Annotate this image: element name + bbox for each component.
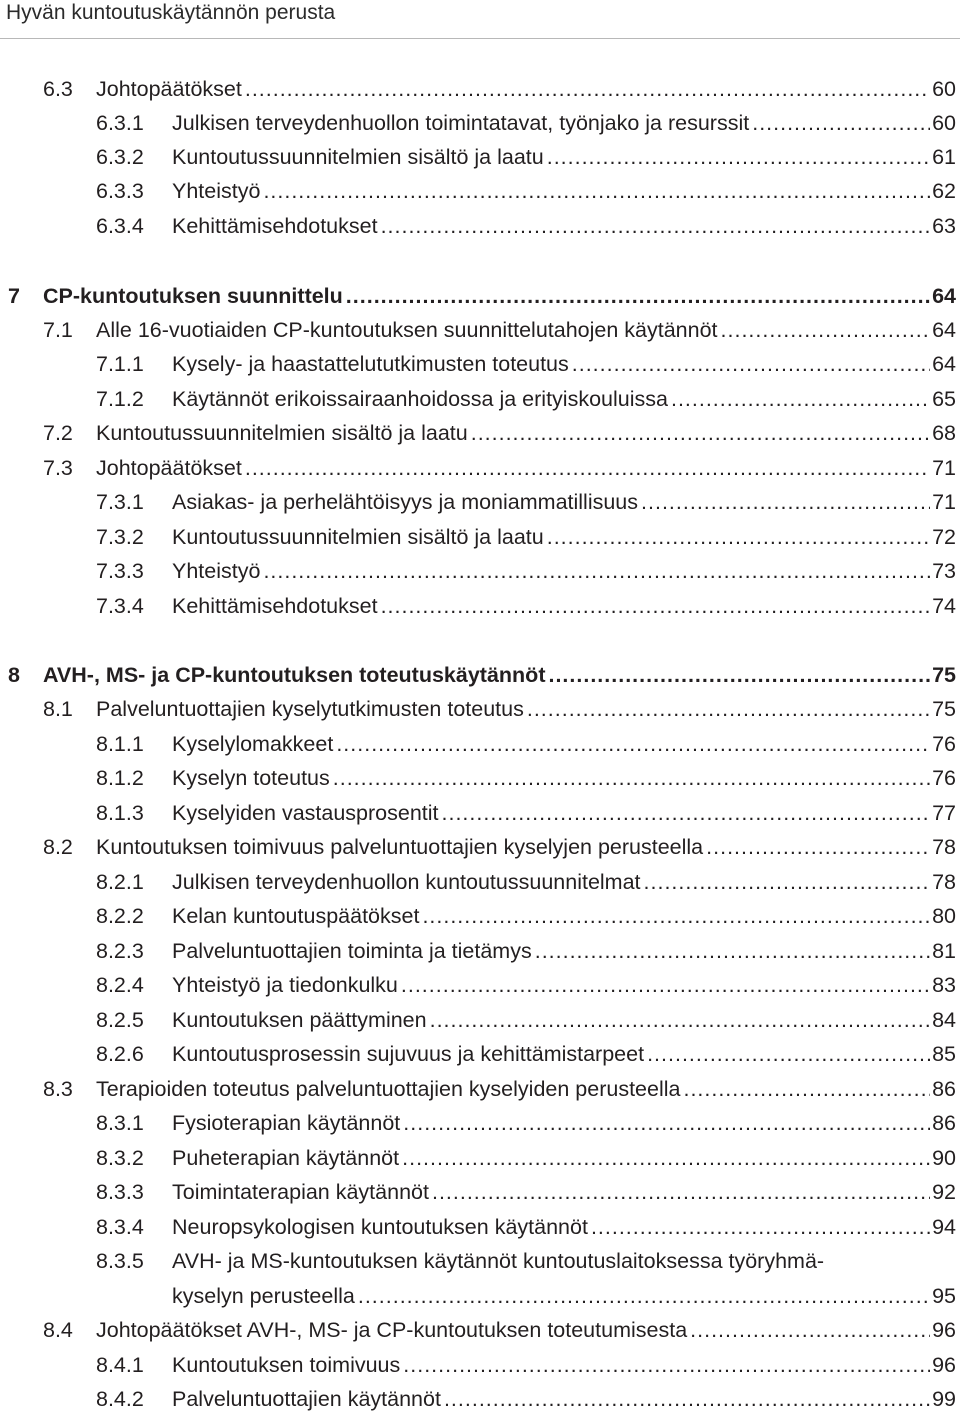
toc-entry-number: 8.1 xyxy=(43,697,73,721)
toc-entry-number: 8.2 xyxy=(43,835,73,859)
toc-entry[interactable] xyxy=(0,901,956,931)
toc-entry[interactable] xyxy=(0,1074,956,1104)
toc-entry[interactable] xyxy=(0,591,956,621)
toc-entry-number: 7.3.1 xyxy=(96,490,144,514)
toc-entry-title: Puheterapian käytännöt xyxy=(172,1146,400,1170)
toc-entry-number: 8.2.5 xyxy=(96,1008,144,1032)
dot-leader xyxy=(683,1074,930,1104)
toc-entry-number: 7.3.2 xyxy=(96,525,144,549)
toc-entry-title: CP-kuntoutuksen suunnittelu xyxy=(43,284,343,308)
toc-entry-page-number: 75 xyxy=(932,663,956,687)
dot-leader xyxy=(547,522,930,552)
toc-entry-page-number: 63 xyxy=(932,214,956,238)
toc-entry[interactable] xyxy=(0,798,956,828)
dot-leader xyxy=(641,487,930,517)
dot-leader xyxy=(671,384,930,414)
toc-entry-number: 8.4 xyxy=(43,1318,73,1342)
toc-entry-number: 8.2.3 xyxy=(96,939,144,963)
toc-entry-page-number: 77 xyxy=(932,801,956,825)
toc-entry-page-number: 60 xyxy=(932,77,956,101)
toc-entry[interactable] xyxy=(0,281,956,311)
toc-entry[interactable] xyxy=(0,1281,956,1311)
toc-entry[interactable] xyxy=(0,315,956,345)
toc-entry[interactable] xyxy=(0,1143,956,1173)
toc-entry-title: Kuntoutussuunnitelmien sisältö ja laatu xyxy=(172,145,544,169)
toc-entry[interactable] xyxy=(0,660,956,690)
toc-entry-title: Johtopäätökset xyxy=(96,77,242,101)
dot-leader xyxy=(358,1281,930,1311)
toc-entry-title: Toimintaterapian käytännöt xyxy=(172,1180,429,1204)
toc-entry-title: Kyselylomakkeet xyxy=(172,732,334,756)
toc-entry-page-number: 94 xyxy=(932,1215,956,1239)
toc-entry[interactable] xyxy=(0,729,956,759)
dot-leader xyxy=(381,211,931,241)
dot-leader xyxy=(263,556,930,586)
toc-entry-title: Asiakas- ja perhelähtöisyys ja moniammatillisuus xyxy=(172,490,639,514)
dot-leader xyxy=(403,1108,930,1138)
dot-leader xyxy=(644,867,931,897)
dot-leader xyxy=(706,832,930,862)
dot-leader xyxy=(442,798,931,828)
dot-leader xyxy=(346,281,930,311)
toc-entry-number: 6.3.1 xyxy=(96,111,144,135)
toc-entry-page-number: 83 xyxy=(932,973,956,997)
toc-entry-title: Kuntoutuksen toimivuus xyxy=(172,1353,401,1377)
toc-entry[interactable] xyxy=(0,1039,956,1069)
toc-entry-number: 8.3.5 xyxy=(96,1249,144,1273)
toc-entry[interactable] xyxy=(0,349,956,379)
dot-leader xyxy=(547,142,930,172)
toc-entry-title: Alle 16-vuotiaiden CP-kuntoutuksen suunnittelutahojen käytännöt xyxy=(96,318,718,342)
toc-entry-page-number: 86 xyxy=(932,1111,956,1135)
toc-entry[interactable] xyxy=(0,487,956,517)
dot-leader xyxy=(535,936,930,966)
toc-entry-title: Kysely- ja haastattelututkimusten toteutus xyxy=(172,352,569,376)
toc-entry-number: 8.2.2 xyxy=(96,904,144,928)
toc-entry[interactable] xyxy=(0,1246,956,1276)
toc-entry-number: 7.2 xyxy=(43,421,73,445)
dot-leader xyxy=(444,1384,930,1414)
dot-leader xyxy=(721,315,931,345)
toc-entry-title: Kyselyn toteutus xyxy=(172,766,330,790)
toc-entry[interactable] xyxy=(0,522,956,552)
toc-entry-title: Fysioterapian käytännöt xyxy=(172,1111,401,1135)
toc-entry-page-number: 71 xyxy=(932,456,956,480)
toc-entry-title: Julkisen terveydenhuollon toimintatavat, työnjako ja resurssit xyxy=(172,111,750,135)
toc-entry[interactable] xyxy=(0,384,956,414)
toc-entry[interactable] xyxy=(0,1350,956,1380)
dot-leader xyxy=(548,660,930,690)
toc-entry-number: 8.3.4 xyxy=(96,1215,144,1239)
toc-entry-title: Palveluntuottajien toiminta ja tietämys xyxy=(172,939,532,963)
dot-leader xyxy=(422,901,930,931)
toc-entry[interactable] xyxy=(0,1108,956,1138)
toc-entry[interactable] xyxy=(0,970,956,1000)
toc-entry-page-number: 76 xyxy=(932,732,956,756)
toc-entry-title: Julkisen terveydenhuollon kuntoutussuunnitelmat xyxy=(172,870,641,894)
toc-entry-page-number: 99 xyxy=(932,1387,956,1411)
toc-entry-number: 7.1.1 xyxy=(96,352,144,376)
toc-entry[interactable] xyxy=(0,74,956,104)
toc-entry-number: 8.1.3 xyxy=(96,801,144,825)
dot-leader xyxy=(690,1315,930,1345)
toc-entry-number: 8.4.1 xyxy=(96,1353,144,1377)
toc-entry[interactable] xyxy=(0,418,956,448)
dot-leader xyxy=(572,349,930,379)
toc-entry-page-number: 96 xyxy=(932,1353,956,1377)
toc-entry-page-number: 65 xyxy=(932,387,956,411)
toc-entry-title: Kuntoutuksen päättyminen xyxy=(172,1008,427,1032)
toc-entry-page-number: 96 xyxy=(932,1318,956,1342)
dot-leader xyxy=(401,970,930,1000)
dot-leader xyxy=(432,1177,930,1207)
toc-entry[interactable] xyxy=(0,763,956,793)
dot-leader xyxy=(245,74,930,104)
toc-entry[interactable] xyxy=(0,867,956,897)
toc-entry-number: 8.2.1 xyxy=(96,870,144,894)
toc-entry-number: 6.3.3 xyxy=(96,179,144,203)
toc-entry-page-number: 85 xyxy=(932,1042,956,1066)
dot-leader xyxy=(403,1350,930,1380)
running-head: Hyvän kuntoutuskäytännön perusta xyxy=(6,1,336,24)
toc-entry-number: 7.3 xyxy=(43,456,73,480)
toc-entry[interactable] xyxy=(0,1005,956,1035)
toc-entry-title: Kehittämisehdotukset xyxy=(172,594,378,618)
dot-leader xyxy=(333,763,930,793)
toc-entry[interactable] xyxy=(0,453,956,483)
toc-entry-page-number: 92 xyxy=(932,1180,956,1204)
toc-entry-number: 7.1 xyxy=(43,318,73,342)
toc-entry-number: 7 xyxy=(8,284,20,308)
toc-entry-number: 7.3.4 xyxy=(96,594,144,618)
toc-entry-number: 8.3.1 xyxy=(96,1111,144,1135)
toc-entry[interactable] xyxy=(0,176,956,206)
toc-entry-page-number: 95 xyxy=(932,1284,956,1308)
toc-entry-title: Kelan kuntoutuspäätökset xyxy=(172,904,420,928)
toc-entry[interactable] xyxy=(0,108,956,138)
toc-entry-page-number: 81 xyxy=(932,939,956,963)
dot-leader xyxy=(402,1143,930,1173)
toc-entry-title: Kuntoutussuunnitelmien sisältö ja laatu xyxy=(172,525,544,549)
toc-entry-page-number: 75 xyxy=(932,697,956,721)
toc-entry[interactable] xyxy=(0,1177,956,1207)
toc-entry-title: AVH- ja MS-kuntoutuksen käytännöt kuntoutuslaitoksessa työryhmä- xyxy=(172,1249,825,1273)
toc-entry[interactable] xyxy=(0,1212,956,1242)
toc-entry-title: Yhteistyö xyxy=(172,559,261,583)
toc-entry-title: Yhteistyö ja tiedonkulku xyxy=(172,973,398,997)
toc-entry-number: 8.4.2 xyxy=(96,1387,144,1411)
toc-entry-number: 8 xyxy=(8,663,20,687)
toc-entry-number: 8.3.2 xyxy=(96,1146,144,1170)
toc-entry-number: 8.1.2 xyxy=(96,766,144,790)
dot-leader xyxy=(263,176,930,206)
toc-entry-title: Terapioiden toteutus palveluntuottajien kyselyiden perusteella xyxy=(96,1077,681,1101)
toc-entry-number: 8.3 xyxy=(43,1077,73,1101)
dot-leader xyxy=(336,729,930,759)
toc-entry-number: 8.2.4 xyxy=(96,973,144,997)
toc-entry-page-number: 74 xyxy=(932,594,956,618)
toc-entry-number: 6.3.4 xyxy=(96,214,144,238)
toc-entry-page-number: 90 xyxy=(932,1146,956,1170)
toc-entry[interactable] xyxy=(0,211,956,241)
dot-leader xyxy=(381,591,931,621)
toc-entry[interactable] xyxy=(0,1315,956,1345)
toc-entry-title: Neuropsykologisen kuntoutuksen käytännöt xyxy=(172,1215,588,1239)
toc-entry-page-number: 71 xyxy=(932,490,956,514)
dot-leader xyxy=(245,453,930,483)
dot-leader xyxy=(471,418,930,448)
dot-leader xyxy=(430,1005,930,1035)
toc-entry[interactable] xyxy=(0,694,956,724)
dot-leader xyxy=(752,108,930,138)
toc-entry-number: 8.2.6 xyxy=(96,1042,144,1066)
toc-entry[interactable] xyxy=(0,1384,956,1414)
toc-entry-title: Kehittämisehdotukset xyxy=(172,214,378,238)
toc-entry-page-number: 78 xyxy=(932,870,956,894)
toc-entry[interactable] xyxy=(0,142,956,172)
toc-entry-page-number: 64 xyxy=(932,352,956,376)
toc-entry-title: Yhteistyö xyxy=(172,179,261,203)
dot-leader xyxy=(647,1039,930,1069)
toc-entry-page-number: 84 xyxy=(932,1008,956,1032)
toc-entry-number: 6.3.2 xyxy=(96,145,144,169)
toc-entry-title: Kuntoutussuunnitelmien sisältö ja laatu xyxy=(96,421,468,445)
toc-entry-title: Johtopäätökset AVH-, MS- ja CP-kuntoutuksen toteutumisesta xyxy=(96,1318,688,1342)
toc-entry-page-number: 61 xyxy=(932,145,956,169)
toc-entry[interactable] xyxy=(0,832,956,862)
toc-entry-page-number: 73 xyxy=(932,559,956,583)
toc-entry-title: Kuntoutusprosessin sujuvuus ja kehittämistarpeet xyxy=(172,1042,645,1066)
toc-entry-page-number: 64 xyxy=(932,318,956,342)
toc-entry-title: Kyselyiden vastausprosentit xyxy=(172,801,439,825)
toc-entry-page-number: 68 xyxy=(932,421,956,445)
toc-entry[interactable] xyxy=(0,936,956,966)
toc-entry-number: 8.1.1 xyxy=(96,732,144,756)
toc-entry-page-number: 72 xyxy=(932,525,956,549)
toc-entry-title: kyselyn perusteella xyxy=(172,1284,355,1308)
toc-entry-title: Johtopäätökset xyxy=(96,456,242,480)
dot-leader xyxy=(591,1212,930,1242)
toc-entry-page-number: 86 xyxy=(932,1077,956,1101)
toc-entry-title: Käytännöt erikoissairaanhoidossa ja erityiskouluissa xyxy=(172,387,668,411)
toc-entry-page-number: 78 xyxy=(932,835,956,859)
dot-leader xyxy=(527,694,930,724)
toc-entry-title: AVH-, MS- ja CP-kuntoutuksen toteutuskäytännöt xyxy=(43,663,546,687)
toc-entry-number: 6.3 xyxy=(43,77,73,101)
toc-entry-page-number: 76 xyxy=(932,766,956,790)
toc-entry-page-number: 64 xyxy=(932,284,956,308)
toc-entry[interactable] xyxy=(0,556,956,586)
toc-entry-page-number: 60 xyxy=(932,111,956,135)
toc-entry-page-number: 62 xyxy=(932,179,956,203)
toc-entry-number: 7.1.2 xyxy=(96,387,144,411)
toc-entry-title: Palveluntuottajien kyselytutkimusten toteutus xyxy=(96,697,524,721)
toc-entry-number: 7.3.3 xyxy=(96,559,144,583)
toc-entry-number: 8.3.3 xyxy=(96,1180,144,1204)
toc-entry-page-number: 80 xyxy=(932,904,956,928)
toc-entry-title: Kuntoutuksen toimivuus palveluntuottajien kyselyjen perusteella xyxy=(96,835,704,859)
toc-entry-title: Palveluntuottajien käytännöt xyxy=(172,1387,441,1411)
